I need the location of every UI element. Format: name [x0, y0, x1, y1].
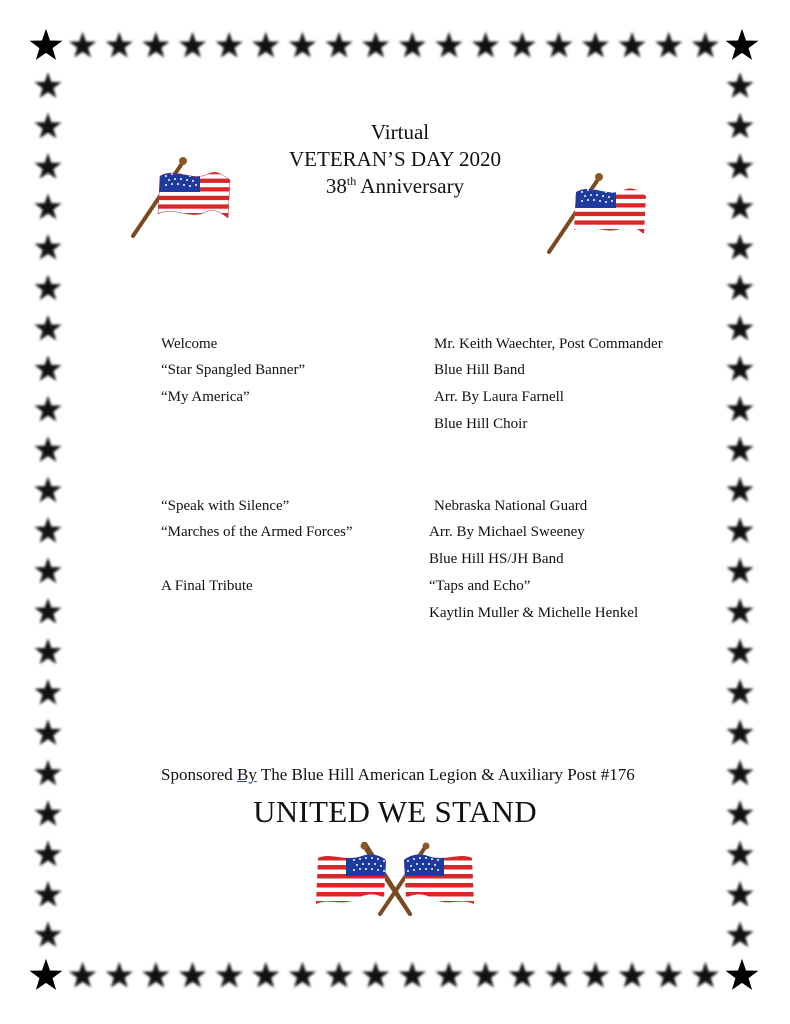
- program-performer-taps: “Taps and Echo”: [429, 578, 531, 594]
- star-icon: [619, 32, 646, 58]
- star-icon: [362, 32, 389, 58]
- star-icon: [142, 32, 169, 58]
- star-icon: [726, 436, 753, 462]
- program-item-final-tribute: A Final Tribute: [161, 578, 253, 594]
- star-icon: [692, 32, 719, 58]
- star-icon: [34, 72, 61, 98]
- star-icon: [325, 962, 352, 988]
- american-flag-icon: [128, 152, 238, 242]
- star-icon: [545, 32, 572, 58]
- anniversary-number: 38: [325, 174, 347, 198]
- star-icon: [252, 32, 279, 58]
- star-icon: [179, 962, 206, 988]
- sponsor-post: The Blue Hill American Legion & Auxiliary Post #176: [256, 765, 635, 784]
- star-icon: [619, 962, 646, 988]
- corner-star-icon: [30, 29, 63, 60]
- program-performer-national-guard: Nebraska National Guard: [434, 498, 588, 514]
- star-icon: [726, 234, 753, 260]
- star-icon: [726, 517, 753, 543]
- star-icon: [34, 760, 61, 786]
- star-icon: [34, 598, 61, 624]
- star-icon: [34, 355, 61, 381]
- corner-star-icon: [726, 959, 759, 990]
- star-icon: [655, 962, 682, 988]
- star-icon: [399, 32, 426, 58]
- program-item-marches: “Marches of the Armed Forces”: [161, 524, 353, 540]
- star-icon: [34, 315, 61, 341]
- title-virtual: Virtual: [370, 120, 430, 144]
- star-icon: [399, 962, 426, 988]
- sponsor-pre: Sponsored: [161, 765, 238, 784]
- star-icon: [726, 557, 753, 583]
- star-icon: [726, 881, 753, 907]
- program-item-welcome: Welcome: [161, 336, 218, 352]
- star-icon: [509, 32, 536, 58]
- star-icon: [34, 840, 61, 866]
- program-item-speak-with-silence: “Speak with Silence”: [161, 498, 290, 514]
- star-icon: [726, 921, 753, 947]
- crossed-flags-icon: [312, 842, 478, 920]
- american-flag-icon: [544, 168, 654, 258]
- star-icon: [726, 679, 753, 705]
- anniversary-word: Anniversary: [356, 174, 465, 198]
- star-icon: [34, 921, 61, 947]
- star-icon: [472, 32, 499, 58]
- program-performer-choir: Blue Hill Choir: [434, 416, 528, 432]
- star-icon: [726, 396, 753, 422]
- star-icon: [34, 557, 61, 583]
- star-icon: [179, 32, 206, 58]
- title-veterans-day: VETERAN’S DAY 2020: [289, 147, 501, 171]
- program-performer-anthem: Blue Hill Band: [434, 362, 525, 378]
- star-icon: [726, 840, 753, 866]
- star-icon: [362, 962, 389, 988]
- star-icon: [34, 234, 61, 260]
- motto: UNITED WE STAND: [253, 794, 537, 829]
- star-icon: [726, 477, 753, 503]
- star-icon: [34, 517, 61, 543]
- star-icon: [69, 962, 96, 988]
- star-icon: [106, 962, 133, 988]
- program-item-my-america: “My America”: [161, 389, 250, 405]
- star-icon: [289, 32, 316, 58]
- star-icon: [472, 962, 499, 988]
- star-icon: [726, 315, 753, 341]
- star-icon: [435, 962, 462, 988]
- star-icon: [34, 719, 61, 745]
- star-icon: [655, 32, 682, 58]
- star-icon: [34, 396, 61, 422]
- program-performer-sweeney: Arr. By Michael Sweeney: [429, 524, 585, 540]
- star-icon: [726, 355, 753, 381]
- star-icon: [252, 962, 279, 988]
- star-icon: [69, 32, 96, 58]
- star-icon: [582, 32, 609, 58]
- corner-star-icon: [726, 29, 759, 60]
- star-icon: [545, 962, 572, 988]
- star-icon: [582, 962, 609, 988]
- star-icon: [726, 760, 753, 786]
- corner-star-icon: [30, 959, 63, 990]
- star-icon: [726, 72, 753, 98]
- star-icon: [726, 274, 753, 300]
- star-icon: [34, 638, 61, 664]
- program-performer-hs-band: Blue Hill HS/JH Band: [429, 551, 564, 567]
- star-icon: [509, 962, 536, 988]
- star-icon: [216, 32, 243, 58]
- sponsor-by-link[interactable]: By: [237, 765, 257, 784]
- title-anniversary: [0, 173, 790, 200]
- star-icon: [692, 962, 719, 988]
- star-icon: [289, 962, 316, 988]
- star-icon: [34, 477, 61, 503]
- anniversary-suffix: th: [346, 174, 357, 188]
- star-icon: [34, 436, 61, 462]
- star-icon: [34, 881, 61, 907]
- star-icon: [216, 962, 243, 988]
- star-icon: [325, 32, 352, 58]
- program-item-anthem: “Star Spangled Banner”: [161, 362, 306, 378]
- star-icon: [34, 274, 61, 300]
- star-icon: [142, 962, 169, 988]
- star-icon: [726, 598, 753, 624]
- sponsor-line: [161, 765, 635, 785]
- star-icon: [726, 719, 753, 745]
- program-performer-muller-henkel: Kaytlin Muller & Michelle Henkel: [429, 605, 639, 621]
- star-icon: [726, 638, 753, 664]
- star-icon: [106, 32, 133, 58]
- program-performer-welcome: Mr. Keith Waechter, Post Commander: [434, 336, 663, 352]
- program-performer-my-america: Arr. By Laura Farnell: [434, 389, 564, 405]
- star-icon: [435, 32, 462, 58]
- star-icon: [34, 679, 61, 705]
